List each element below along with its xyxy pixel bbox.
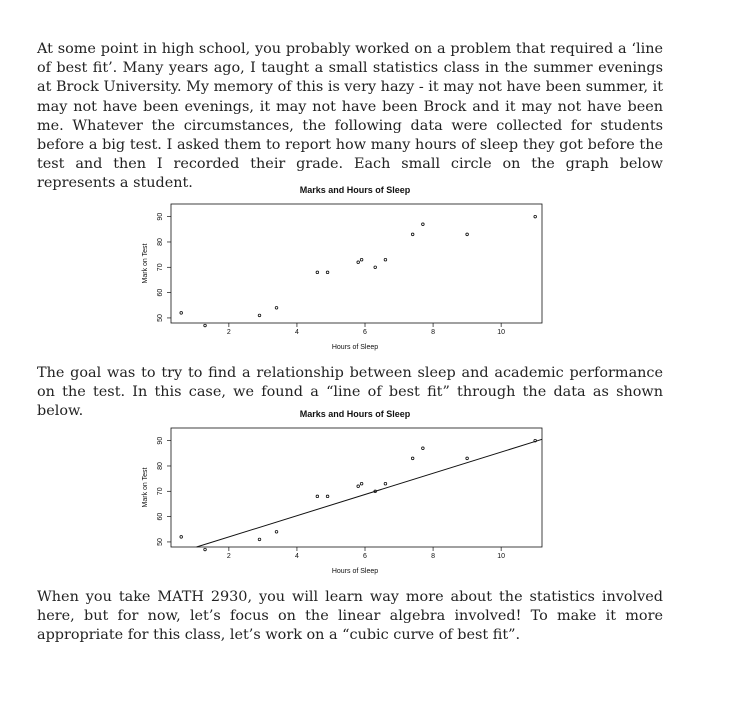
data-point xyxy=(534,215,537,218)
y-tick-label: 70 xyxy=(157,487,164,496)
y-tick-label: 50 xyxy=(157,538,164,546)
y-axis-label: Mark on Test xyxy=(142,467,149,508)
x-axis-label: Hours of Sleep xyxy=(331,568,379,575)
y-tick-label: 60 xyxy=(157,288,164,297)
data-point xyxy=(316,495,319,498)
data-point xyxy=(204,324,207,327)
data-point xyxy=(422,223,425,226)
data-point xyxy=(411,457,414,460)
y-tick-label: 90 xyxy=(157,212,164,221)
x-tick-label: 4 xyxy=(294,329,299,336)
data-point xyxy=(384,258,387,261)
x-tick-label: 2 xyxy=(226,329,231,336)
data-point xyxy=(275,531,278,534)
x-tick-label: 8 xyxy=(431,329,436,336)
data-point xyxy=(204,548,207,551)
chart-title: Marks and Hours of Sleep xyxy=(299,185,411,195)
intro-paragraph: At some point in high school, you probably worked on a problem that required a ‘line of best fit’. Many years ago, I taught a small statistics class in the summer evenings at Brock University. My memory of this is very hazy - it may not have been summer, it may not have been evenings, it may not have been Brock and it may not have been me. Whatever the circumstances, the following data were collected for students before a big test. I asked them to report how many hours of sleep they got before the test and then I recorded their grade. Each small circle on the graph below represents a student. xyxy=(37,41,663,192)
data-point xyxy=(384,482,387,485)
data-point xyxy=(180,312,183,315)
data-point xyxy=(258,538,261,541)
x-tick-label: 2 xyxy=(226,553,231,560)
data-point xyxy=(326,495,329,498)
y-axis-label: Mark on Test xyxy=(142,243,149,284)
data-point xyxy=(275,307,278,310)
y-tick-label: 80 xyxy=(157,238,164,246)
data-point xyxy=(374,266,377,269)
x-tick-label: 6 xyxy=(363,329,367,336)
x-tick-label: 6 xyxy=(363,553,367,560)
closing-paragraph: When you take MATH 2930, you will learn way more about the statistics involved here, but for now, let’s focus on the linear algebra involved! To make it more appropriate for this class, let’s work on a “cubic curve of best fit”. xyxy=(37,589,663,644)
data-point xyxy=(466,233,469,236)
x-tick-label: 10 xyxy=(497,329,506,336)
x-tick-label: 10 xyxy=(497,553,506,560)
data-point xyxy=(258,314,261,317)
goal-paragraph: The goal was to try to find a relationship between sleep and academic performance on the test. In this case, we found a “line of best fit” through the data as shown below. xyxy=(37,365,663,420)
chart-title: Marks and Hours of Sleep xyxy=(299,409,411,419)
x-tick-label: 8 xyxy=(431,553,436,560)
y-tick-label: 60 xyxy=(157,512,164,521)
x-axis-label: Hours of Sleep xyxy=(331,344,379,351)
scatter-plot-marks-vs-sleep xyxy=(140,183,560,353)
y-tick-label: 50 xyxy=(157,314,164,322)
data-point xyxy=(180,536,183,539)
plot-frame xyxy=(171,428,542,547)
data-point xyxy=(316,271,319,274)
data-point xyxy=(466,457,469,460)
best-fit-line xyxy=(197,439,542,547)
data-point xyxy=(357,261,360,264)
data-point xyxy=(357,485,360,488)
data-point xyxy=(422,447,425,450)
data-point xyxy=(534,439,537,442)
y-tick-label: 90 xyxy=(157,436,164,445)
data-point xyxy=(326,271,329,274)
data-point xyxy=(360,482,363,485)
data-point xyxy=(411,233,414,236)
y-tick-label: 80 xyxy=(157,462,164,470)
scatter-plot-with-best-fit-line xyxy=(140,407,560,577)
data-point xyxy=(360,258,363,261)
plot-frame xyxy=(171,204,542,323)
x-tick-label: 4 xyxy=(294,553,299,560)
y-tick-label: 70 xyxy=(157,263,164,272)
